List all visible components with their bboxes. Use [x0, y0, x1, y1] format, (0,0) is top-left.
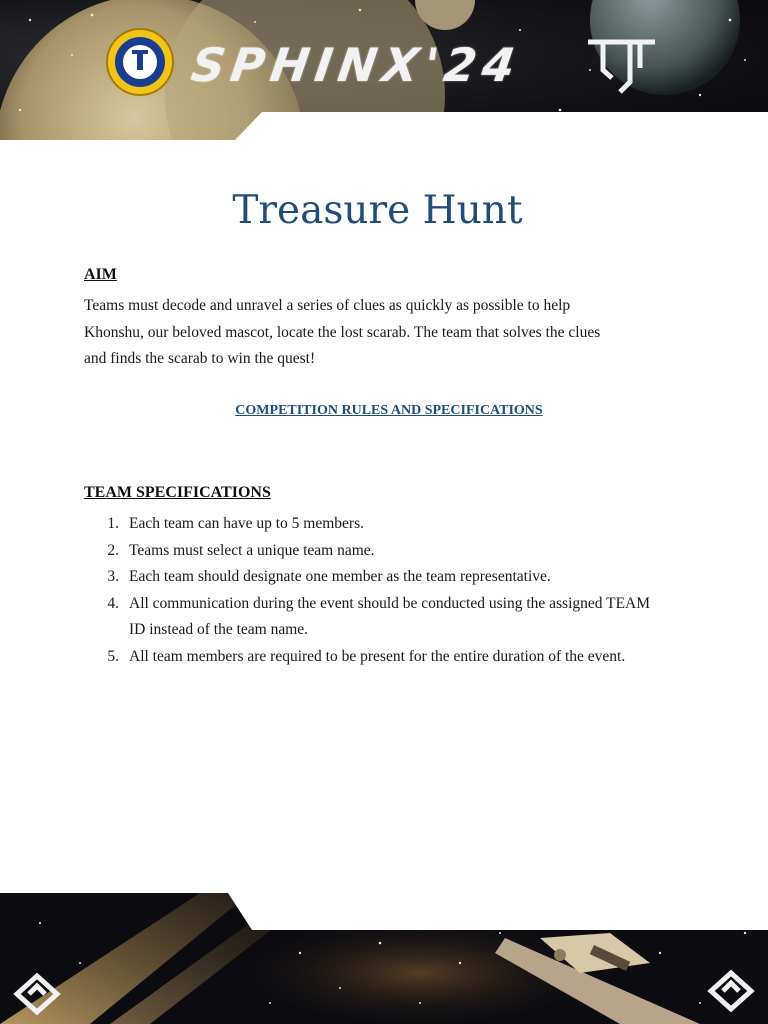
sphinx-logo-icon — [0, 893, 768, 1024]
list-item-number: 2. — [107, 541, 119, 559]
list-item — [84, 538, 684, 565]
header-banner — [0, 0, 768, 140]
page-title: Treasure Hunt — [232, 188, 523, 233]
list-item — [84, 644, 684, 671]
list-item-text — [129, 564, 684, 591]
aim-line: and finds the scarab to win the quest! — [84, 350, 316, 367]
event-monogram-icon — [0, 0, 768, 140]
list-item — [84, 591, 684, 644]
list-item-line: Teams must select a unique team name. — [129, 541, 375, 559]
aim-paragraph — [84, 293, 644, 373]
list-item-line: All communication during the event should be conducted using the assigned TEAM — [129, 594, 651, 612]
list-item-text — [129, 511, 684, 538]
list-item-line: All team members are required to be present for the entire duration of the event. — [129, 647, 626, 665]
event-brand-title: SPHINX'24 — [188, 38, 525, 92]
list-item-text — [129, 591, 684, 644]
list-item-line: Each team should designate one member as the team representative. — [129, 568, 551, 585]
aim-line: Teams must decode and unravel a series of clues as quickly as possible to help — [84, 297, 571, 314]
list-item-number: 3. — [107, 568, 119, 585]
list-item — [84, 511, 684, 538]
list-item-number: 5. — [107, 647, 119, 665]
list-item-text — [129, 644, 684, 671]
footer-banner — [0, 893, 768, 1024]
team-specifications-list — [84, 511, 684, 670]
aim-heading: AIM — [84, 266, 117, 283]
list-item — [84, 564, 684, 591]
list-item-line: Each team can have up to 5 members. — [129, 515, 364, 532]
competition-rules-link[interactable]: COMPETITION RULES AND SPECIFICATIONS — [235, 403, 543, 418]
list-item-number: 1. — [107, 515, 119, 532]
list-item-number: 4. — [107, 594, 119, 612]
list-item-text — [129, 538, 684, 565]
list-item-line: ID instead of the team name. — [129, 621, 309, 638]
team-specifications-heading: TEAM SPECIFICATIONS — [84, 484, 271, 501]
aim-line: Khonshu, our beloved mascot, locate the lost scarab. The team that solves the clues — [84, 323, 601, 341]
